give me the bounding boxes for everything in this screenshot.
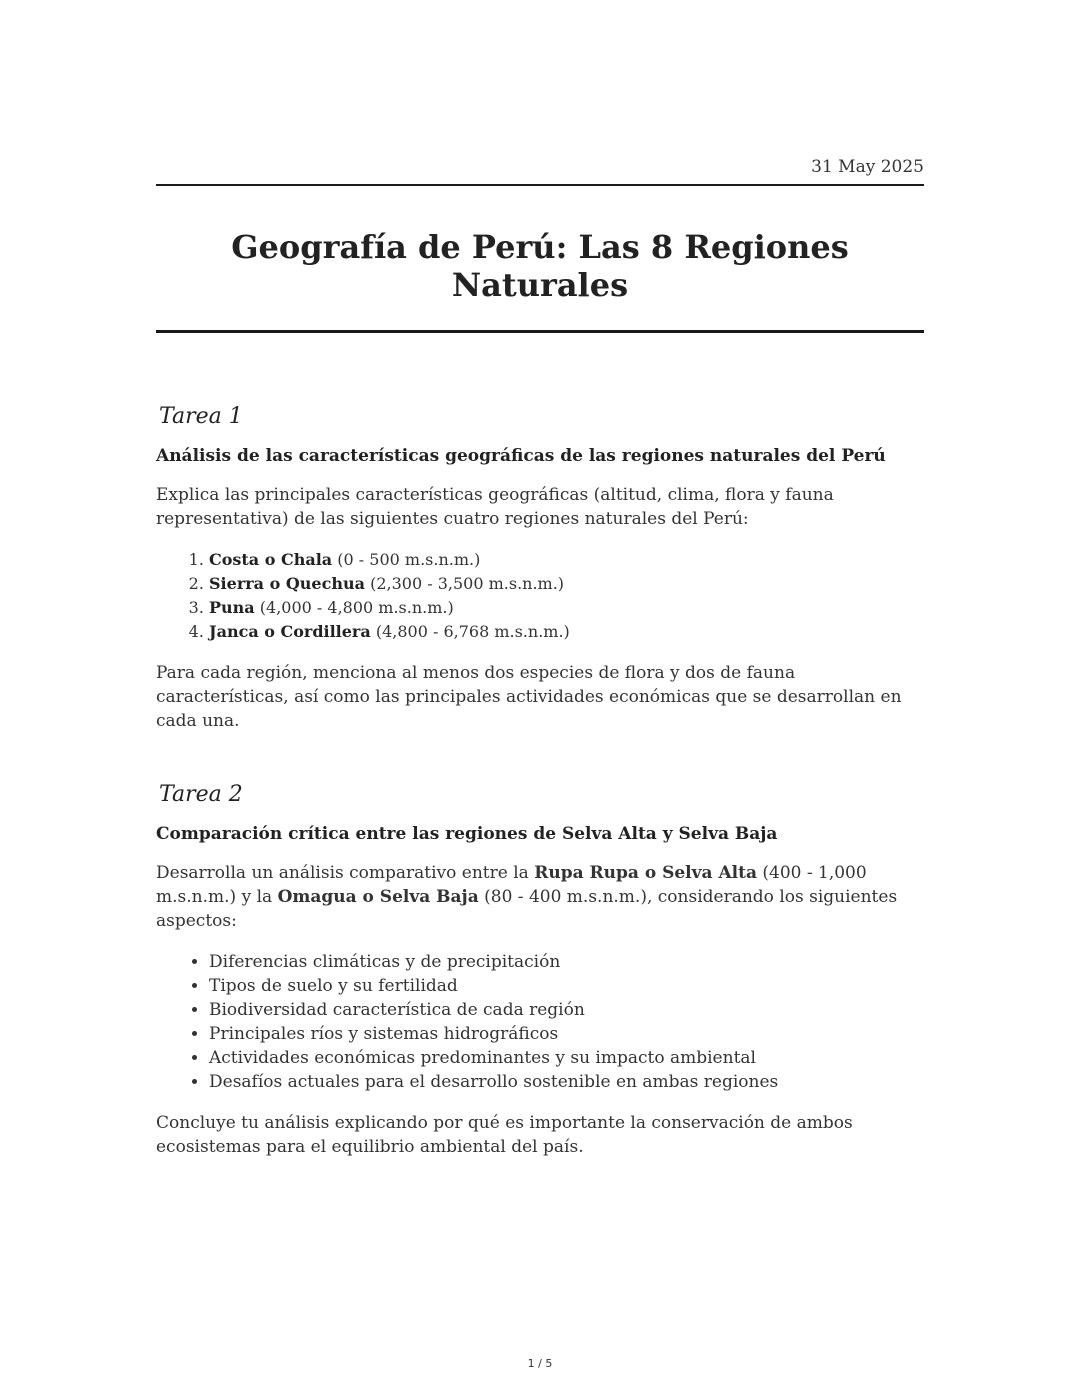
list-item xyxy=(209,548,924,572)
list-item: • Tipos de suelo y su fertilidad xyxy=(209,974,924,998)
document-title: Geografía de Perú: Las 8 Regiones Naturales xyxy=(231,228,849,304)
task-1-heading: Tarea 1 xyxy=(159,404,243,429)
task-2-intro xyxy=(156,861,924,933)
task-1-subtitle: Análisis de las características geográficas de las regiones naturales del Perú xyxy=(156,446,886,466)
region-name: Janca o Cordillera xyxy=(209,622,371,641)
region-range: (2,300 - 3,500 m.s.n.m.) xyxy=(370,574,565,593)
list-item: • Actividades económicas predominantes y su impacto ambiental xyxy=(209,1046,924,1070)
regions-list xyxy=(156,548,924,644)
list-item xyxy=(209,596,924,620)
region-range: (0 - 500 m.s.n.m.) xyxy=(337,550,481,569)
list-item: • Diferencias climáticas y de precipitación xyxy=(209,950,924,974)
list-item: • Principales ríos y sistemas hidrográficos xyxy=(209,1022,924,1046)
list-item: • Biodiversidad característica de cada región xyxy=(209,998,924,1022)
header-divider xyxy=(156,184,924,186)
region-range: (4,800 - 6,768 m.s.n.m.) xyxy=(375,622,570,641)
task-1-closing: Para cada región, menciona al menos dos especies de flora y dos de fauna características, así como las principales actividades económicas que se desarrollan en cada una. xyxy=(156,663,902,731)
task-2-closing: Concluye tu análisis explicando por qué es importante la conservación de ambos ecosistemas para el equilibrio ambiental del país. xyxy=(156,1113,853,1157)
intro-text: Desarrolla un análisis comparativo entre la xyxy=(156,863,535,883)
task-2-subtitle: Comparación crítica entre las regiones de Selva Alta y Selva Baja xyxy=(156,824,778,844)
region-name: Sierra o Quechua xyxy=(209,574,365,593)
page-number: 1 / 5 xyxy=(527,1357,553,1370)
region-name: Rupa Rupa o Selva Alta xyxy=(534,863,757,883)
region-name: Omagua o Selva Baja xyxy=(277,887,479,907)
aspects-list xyxy=(156,950,924,1094)
region-name: Puna xyxy=(209,598,255,617)
intro-text: (400 - 1,000 m.s.n.m.) y la xyxy=(156,863,867,907)
intro-text: (80 - 400 m.s.n.m.), considerando los siguientes aspectos: xyxy=(156,887,898,931)
list-item xyxy=(209,572,924,596)
task-1-section xyxy=(156,404,924,733)
task-2-section xyxy=(156,782,924,1159)
region-name: Costa o Chala xyxy=(209,550,333,569)
title-divider xyxy=(156,330,924,333)
task-1-intro: Explica las principales características geográficas (altitud, clima, flora y fauna representativa) de las siguientes cuatro regiones naturales del Perú: xyxy=(156,485,834,529)
region-range: (4,000 - 4,800 m.s.n.m.) xyxy=(259,598,454,617)
document-date: 31 May 2025 xyxy=(811,157,924,177)
list-item xyxy=(209,620,924,644)
task-2-heading: Tarea 2 xyxy=(159,782,243,807)
list-item: • Desafíos actuales para el desarrollo sostenible en ambas regiones xyxy=(209,1070,924,1094)
